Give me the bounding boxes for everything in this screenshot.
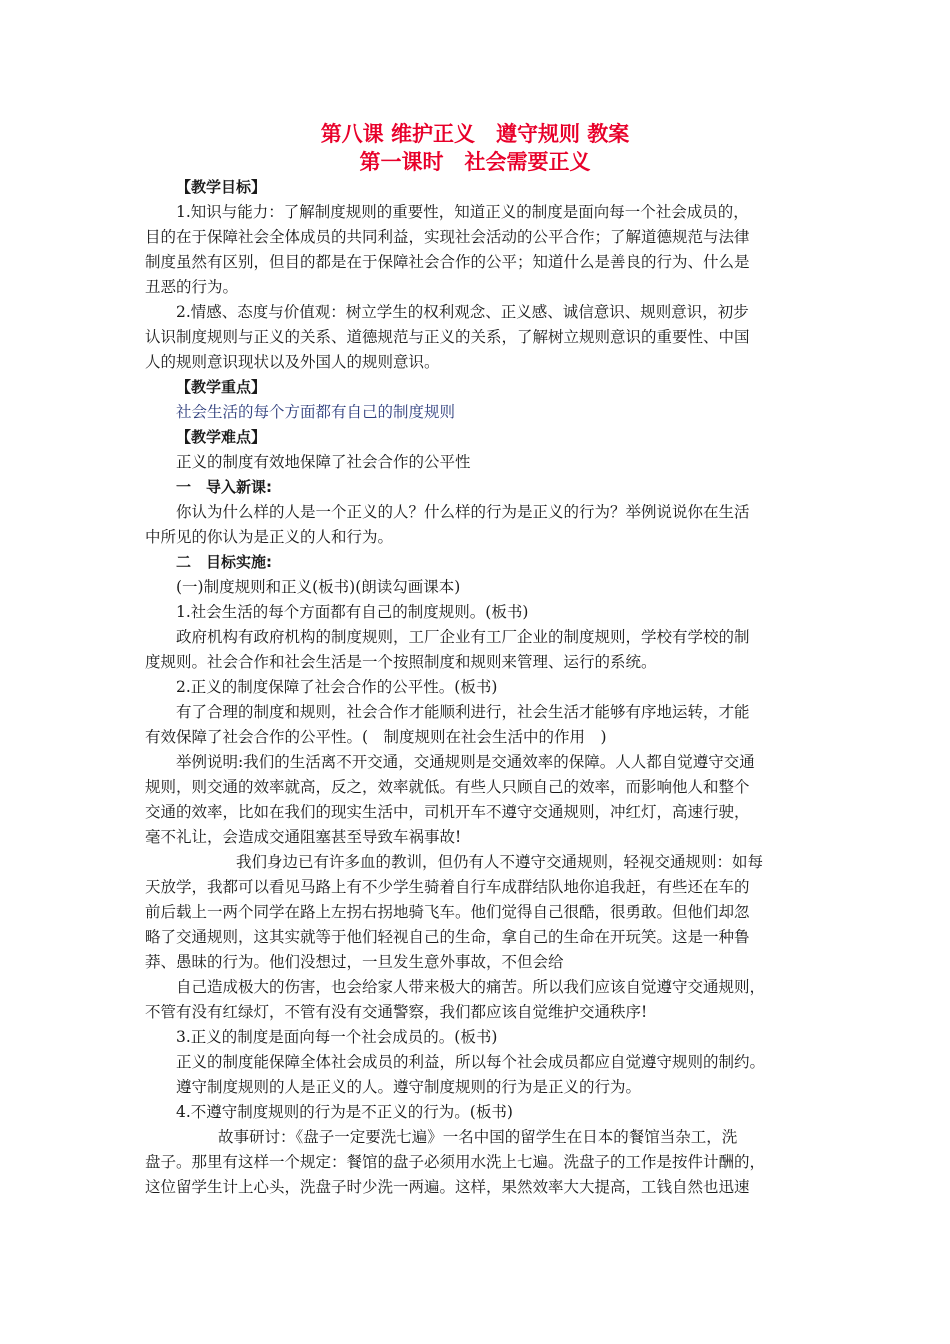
- paragraph-line: 我们身边已有许多血的教训，但仍有人不遵守交通规则，轻视交通规则：如每: [236, 853, 764, 871]
- paragraph-line: 盘子。那里有这样一个规定：餐馆的盘子必须用水洗上七遍。洗盘子的工作是按件计酬的，: [145, 1153, 766, 1171]
- paragraph-line: 1.社会生活的每个方面都有自己的制度规则。(板书): [176, 603, 529, 621]
- paragraph-line: 略了交通规则，这其实就等于他们轻视自己的生命，拿自己的生命在开玩笑。这是一种鲁: [145, 928, 750, 946]
- paragraph-line: (一)制度规则和正义(板书)(朗读勾画课本): [176, 578, 461, 596]
- document-title: 第八课 维护正义 遵守规则 教案: [320, 122, 630, 146]
- key-point-text: 社会生活的每个方面都有自己的制度规则: [176, 403, 456, 421]
- paragraph-line: 4.不遵守制度规则的行为是不正义的行为。(板书): [176, 1103, 513, 1121]
- section-heading-difficulty: 【教学难点】: [176, 428, 267, 446]
- paragraph-line: 举例说明:我们的生活离不开交通，交通规则是交通效率的保障。人人都自觉遵守交通: [176, 753, 755, 771]
- paragraph-line: 交通的效率，比如在我们的现实生活中，司机开车不遵守交通规则，冲红灯，高速行驶，: [145, 803, 750, 821]
- paragraph-line: 3.正义的制度是面向每一个社会成员的。(板书): [176, 1028, 498, 1046]
- paragraph-line: 2.情感、态度与价值观：树立学生的权利观念、正义感、诚信意识、规则意识，初步: [176, 303, 749, 321]
- paragraph-line: 故事研讨：《盘子一定要洗七遍》一名中国的留学生在日本的餐馆当杂工，洗: [218, 1128, 738, 1146]
- section-heading-key-points: 【教学重点】: [176, 378, 267, 396]
- paragraph-line: 目的在于保障社会全体成员的共同利益，实现社会活动的公平合作；了解道德规范与法律: [145, 228, 750, 246]
- paragraph-line: 天放学，我都可以看见马路上有不少学生骑着自行车成群结队地你追我赶，有些还在车的: [145, 878, 750, 896]
- section-heading-intro: 一 导入新课:: [176, 478, 272, 496]
- paragraph-line: 这位留学生计上心头，洗盘子时少洗一两遍。这样，果然效率大大提高，工钱自然也迅速: [145, 1178, 750, 1196]
- difficulty-text: 正义的制度有效地保障了社会合作的公平性: [176, 453, 471, 471]
- document-subtitle: 第一课时 社会需要正义: [359, 150, 591, 174]
- paragraph-line: 自己造成极大的伤害，也会给家人带来极大的痛苦。所以我们应该自觉遵守交通规则，: [176, 978, 766, 996]
- paragraph-line: 不管有没有红绿灯，不管有没有交通警察，我们都应该自觉维护交通秩序!: [145, 1003, 648, 1021]
- section-heading-implementation: 二 目标实施:: [176, 553, 272, 571]
- paragraph-line: 有效保障了社会合作的公平性。( 制度规则在社会生活中的作用 ): [145, 728, 607, 746]
- paragraph-line: 遵守制度规则的人是正义的人。遵守制度规则的行为是正义的行为。: [176, 1078, 642, 1096]
- paragraph-line: 认识制度规则与正义的关系、道德规范与正义的关系，了解树立规则意识的重要性、中国: [145, 328, 750, 346]
- paragraph-line: 人的规则意识现状以及外国人的规则意识。: [145, 353, 440, 371]
- paragraph-line: 2.正义的制度保障了社会合作的公平性。(板书): [176, 678, 498, 696]
- paragraph-line: 莽、愚昧的行为。他们没想过，一旦发生意外事故，不但会给: [145, 953, 564, 971]
- paragraph-line: 度规则。社会合作和社会生活是一个按照制度和规则来管理、运行的系统。: [145, 653, 657, 671]
- section-heading-objectives: 【教学目标】: [176, 178, 267, 196]
- paragraph-line: 政府机构有政府机构的制度规则，工厂企业有工厂企业的制度规则，学校有学校的制: [176, 628, 750, 646]
- paragraph-line: 1.知识与能力：了解制度规则的重要性，知道正义的制度是面向每一个社会成员的，: [176, 203, 749, 221]
- paragraph-line: 毫不礼让，会造成交通阻塞甚至导致车祸事故!: [145, 828, 462, 846]
- paragraph-line: 有了合理的制度和规则，社会合作才能顺利进行，社会生活才能够有序地运转，才能: [176, 703, 750, 721]
- paragraph-line: 你认为什么样的人是一个正义的人？什么样的行为是正义的行为？举例说说你在生活: [176, 503, 750, 521]
- paragraph-line: 规则，则交通的效率就高，反之，效率就低。有些人只顾自己的效率，而影响他人和整个: [145, 778, 750, 796]
- paragraph-line: 丑恶的行为。: [145, 278, 239, 296]
- paragraph-line: 中所见的你认为是正义的人和行为。: [145, 528, 394, 546]
- paragraph-line: 制度虽然有区别，但目的都是在于保障社会合作的公平；知道什么是善良的行为、什么是: [145, 253, 750, 271]
- paragraph-line: 前后载上一两个同学在路上左拐右拐地骑飞车。他们觉得自己很酷，很勇敢。但他们却忽: [145, 903, 750, 921]
- paragraph-line: 正义的制度能保障全体社会成员的利益，所以每个社会成员都应自觉遵守规则的制约。: [176, 1053, 766, 1071]
